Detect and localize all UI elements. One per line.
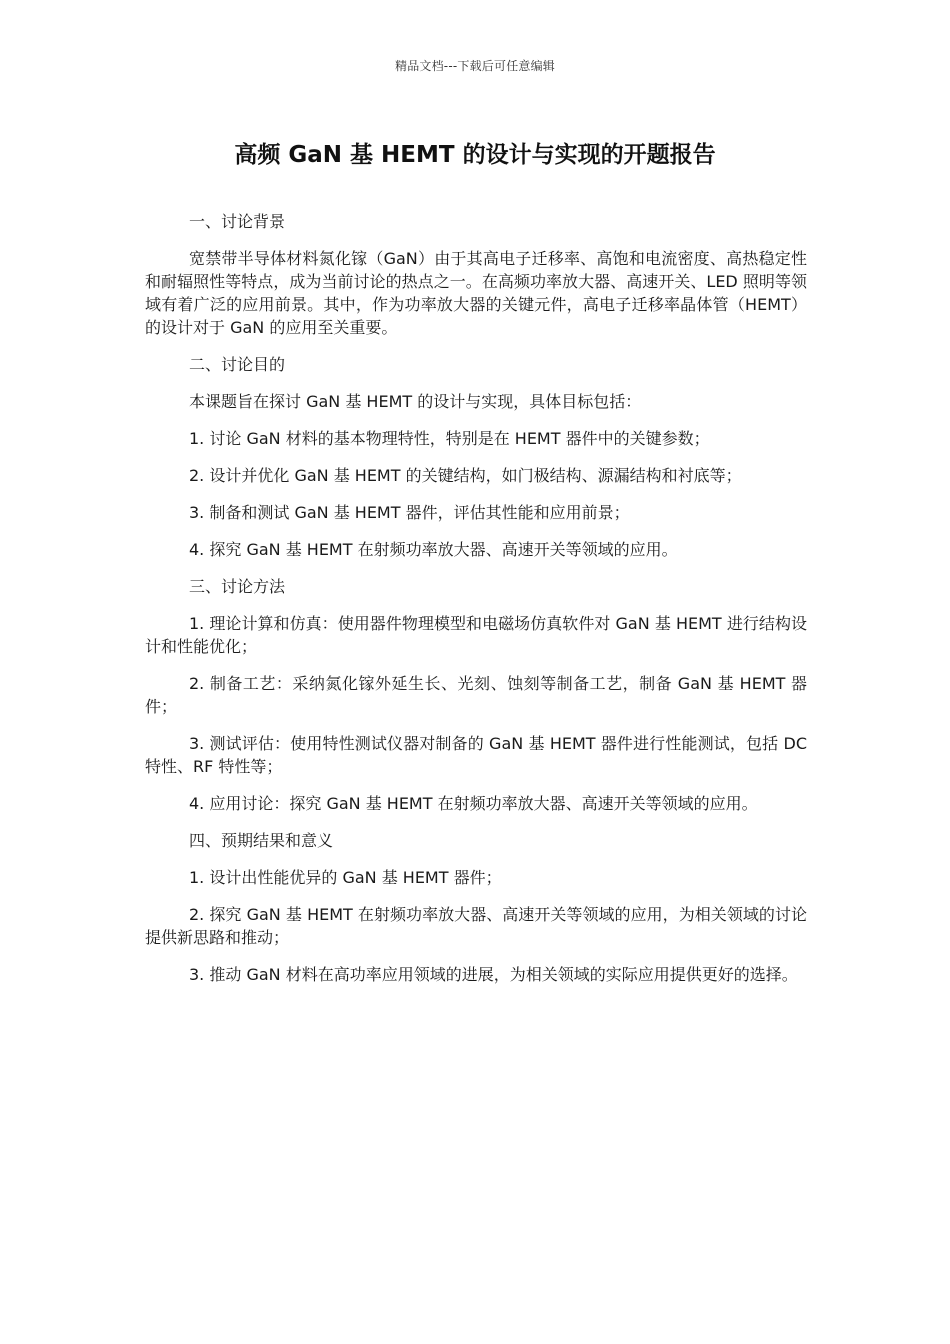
method-item-2: 2. 制备工艺：采纳氮化镓外延生长、光刻、蚀刻等制备工艺，制备 GaN 基 HEMT 器件； [145,674,807,716]
section-heading-purpose: 二、讨论目的 [189,355,286,374]
document-body [145,210,807,1000]
section-heading-results: 四、预期结果和意义 [189,831,334,850]
purpose-item-3: 3. 制备和测试 GaN 基 HEMT 器件，评估其性能和应用前景； [189,503,630,522]
section-heading-methods: 三、讨论方法 [189,577,286,596]
purpose-intro: 本课题旨在探讨 GaN 基 HEMT 的设计与实现，具体目标包括： [189,392,642,411]
result-item-1: 1. 设计出性能优异的 GaN 基 HEMT 器件； [189,868,502,887]
purpose-item-2: 2. 设计并优化 GaN 基 HEMT 的关键结构，如门极结构、源漏结构和衬底等； [189,466,742,485]
page-header: 精品文档---下载后可任意编辑 [395,59,555,73]
result-item-2: 2. 探究 GaN 基 HEMT 在射频功率放大器、高速开关等领域的应用，为相关领域的讨论提供新思路和推动； [145,905,807,947]
method-item-4: 4. 应用讨论：探究 GaN 基 HEMT 在射频功率放大器、高速开关等领域的应用。 [189,794,758,813]
background-paragraph: 宽禁带半导体材料氮化镓（GaN）由于其高电子迁移率、高饱和电流密度、高热稳定性和耐辐照性等特点，成为当前讨论的热点之一。在高频功率放大器、高速开关、LED 照明等领域有着广泛的应用前景。其中，作为功率放大器的关键元件，高电子迁移率晶体管（HEMT）的设计对于 GaN 的应用至关重要。 [145,249,807,337]
result-item-3: 3. 推动 GaN 材料在高功率应用领域的进展，为相关领域的实际应用提供更好的选择。 [189,965,798,984]
document-title: 高频 GaN 基 HEMT 的设计与实现的开题报告 [234,142,716,168]
method-item-1: 1. 理论计算和仿真：使用器件物理模型和电磁场仿真软件对 GaN 基 HEMT 进行结构设计和性能优化； [145,614,807,656]
method-item-3: 3. 测试评估：使用特性测试仪器对制备的 GaN 基 HEMT 器件进行性能测试，包括 DC 特性、RF 特性等； [145,734,807,776]
purpose-item-1: 1. 讨论 GaN 材料的基本物理特性，特别是在 HEMT 器件中的关键参数； [189,429,710,448]
section-heading-background: 一、讨论背景 [189,212,286,231]
purpose-item-4: 4. 探究 GaN 基 HEMT 在射频功率放大器、高速开关等领域的应用。 [189,540,678,559]
